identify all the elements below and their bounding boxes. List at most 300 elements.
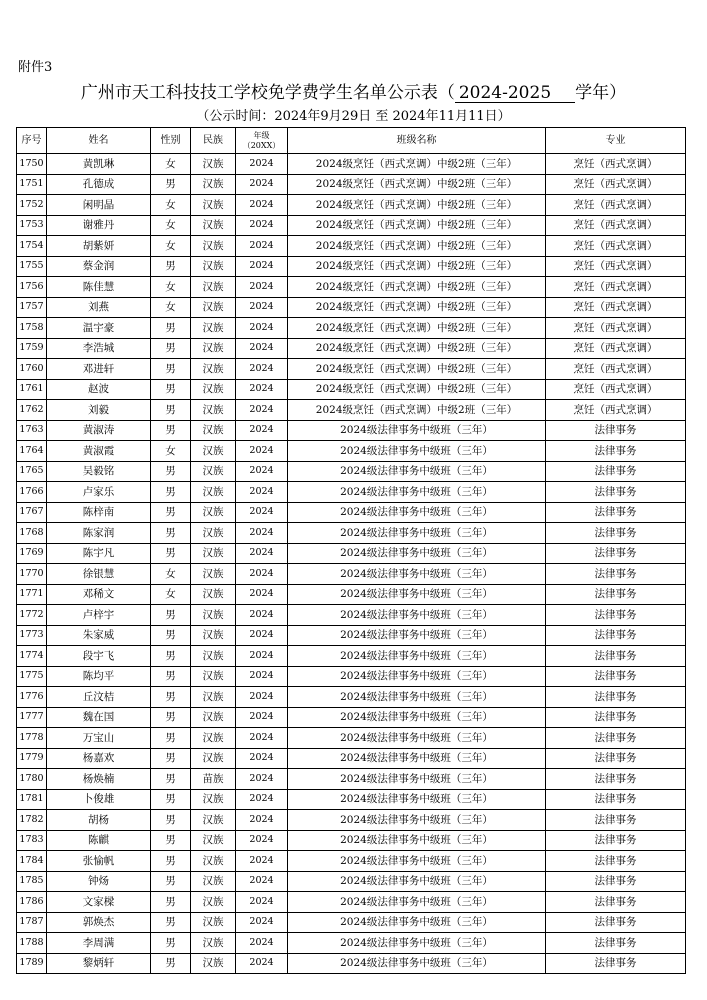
header-class-name: 班级名称 (288, 128, 546, 154)
cell-number: 1755 (17, 256, 47, 277)
cell-gender: 男 (151, 482, 191, 503)
cell-ethnicity: 汉族 (191, 400, 236, 421)
cell-number: 1753 (17, 215, 47, 236)
cell-grade: 2024 (236, 789, 288, 810)
cell-grade: 2024 (236, 830, 288, 851)
cell-ethnicity: 汉族 (191, 215, 236, 236)
cell-gender: 女 (151, 195, 191, 216)
cell-grade: 2024 (236, 338, 288, 359)
cell-class-name: 2024级法律事务中级班（三年） (288, 892, 546, 913)
cell-ethnicity: 汉族 (191, 236, 236, 257)
cell-number: 1783 (17, 830, 47, 851)
table-row (17, 769, 686, 790)
cell-gender: 女 (151, 277, 191, 298)
cell-grade: 2024 (236, 912, 288, 933)
cell-gender: 男 (151, 318, 191, 339)
cell-gender: 女 (151, 297, 191, 318)
cell-major: 烹饪（西式烹调） (546, 256, 686, 277)
cell-name: 邓稀文 (47, 584, 151, 605)
header-number: 序号 (17, 128, 47, 154)
cell-grade: 2024 (236, 933, 288, 954)
cell-number: 1784 (17, 851, 47, 872)
cell-number: 1770 (17, 564, 47, 585)
cell-gender: 男 (151, 543, 191, 564)
cell-name: 陈梓南 (47, 502, 151, 523)
cell-ethnicity: 汉族 (191, 195, 236, 216)
cell-class-name: 2024级法律事务中级班（三年） (288, 871, 546, 892)
publicity-period: （公示时间：2024年9月29日 至 2024年11月11日） (196, 109, 511, 124)
cell-grade: 2024 (236, 687, 288, 708)
cell-ethnicity: 汉族 (191, 666, 236, 687)
cell-name: 刘毅 (47, 400, 151, 421)
cell-name: 黄凯琳 (47, 154, 151, 175)
cell-number: 1751 (17, 174, 47, 195)
cell-major: 烹饪（西式烹调） (546, 338, 686, 359)
cell-grade: 2024 (236, 420, 288, 441)
cell-class-name: 2024级法律事务中级班（三年） (288, 482, 546, 503)
cell-name: 丘汶桔 (47, 687, 151, 708)
cell-class-name: 2024级法律事务中级班（三年） (288, 584, 546, 605)
cell-major: 法律事务 (546, 584, 686, 605)
table-row (17, 277, 686, 298)
cell-major: 法律事务 (546, 707, 686, 728)
cell-number: 1785 (17, 871, 47, 892)
cell-major: 法律事务 (546, 687, 686, 708)
cell-grade: 2024 (236, 543, 288, 564)
table-row (17, 256, 686, 277)
table-row (17, 871, 686, 892)
cell-grade: 2024 (236, 441, 288, 462)
cell-gender: 男 (151, 728, 191, 749)
cell-gender: 男 (151, 359, 191, 380)
cell-major: 法律事务 (546, 748, 686, 769)
cell-gender: 女 (151, 215, 191, 236)
table-row (17, 892, 686, 913)
cell-ethnicity: 汉族 (191, 871, 236, 892)
cell-major: 烹饪（西式烹调） (546, 359, 686, 380)
cell-class-name: 2024级烹饪（西式烹调）中级2班（三年） (288, 277, 546, 298)
cell-class-name: 2024级法律事务中级班（三年） (288, 687, 546, 708)
cell-gender: 男 (151, 523, 191, 544)
cell-class-name: 2024级烹饪（西式烹调）中级2班（三年） (288, 174, 546, 195)
cell-gender: 男 (151, 420, 191, 441)
cell-ethnicity: 汉族 (191, 277, 236, 298)
table-row (17, 830, 686, 851)
cell-name: 杨嘉欢 (47, 748, 151, 769)
cell-name: 李浩城 (47, 338, 151, 359)
table-row (17, 523, 686, 544)
table-row (17, 420, 686, 441)
table-row (17, 666, 686, 687)
cell-class-name: 2024级烹饪（西式烹调）中级2班（三年） (288, 359, 546, 380)
table-row (17, 810, 686, 831)
cell-class-name: 2024级烹饪（西式烹调）中级2班（三年） (288, 318, 546, 339)
cell-major: 法律事务 (546, 543, 686, 564)
cell-name: 卢梓宇 (47, 605, 151, 626)
cell-class-name: 2024级烹饪（西式烹调）中级2班（三年） (288, 400, 546, 421)
cell-gender: 男 (151, 338, 191, 359)
table-row (17, 441, 686, 462)
cell-major: 法律事务 (546, 461, 686, 482)
cell-ethnicity: 汉族 (191, 830, 236, 851)
cell-major: 烹饪（西式烹调） (546, 174, 686, 195)
table-row (17, 174, 686, 195)
table-row (17, 789, 686, 810)
cell-class-name: 2024级法律事务中级班（三年） (288, 625, 546, 646)
cell-grade: 2024 (236, 605, 288, 626)
header-row (17, 128, 686, 154)
cell-name: 李周满 (47, 933, 151, 954)
cell-gender: 男 (151, 174, 191, 195)
cell-class-name: 2024级烹饪（西式烹调）中级2班（三年） (288, 379, 546, 400)
cell-grade: 2024 (236, 851, 288, 872)
cell-name: 陈均平 (47, 666, 151, 687)
cell-major: 法律事务 (546, 666, 686, 687)
cell-number: 1769 (17, 543, 47, 564)
cell-number: 1764 (17, 441, 47, 462)
cell-gender: 男 (151, 400, 191, 421)
cell-name: 魏在国 (47, 707, 151, 728)
cell-class-name: 2024级法律事务中级班（三年） (288, 707, 546, 728)
cell-gender: 男 (151, 625, 191, 646)
title-suffix: 学年） (575, 83, 627, 103)
cell-ethnicity: 汉族 (191, 543, 236, 564)
cell-ethnicity: 汉族 (191, 789, 236, 810)
cell-class-name: 2024级法律事务中级班（三年） (288, 543, 546, 564)
table-row (17, 728, 686, 749)
cell-class-name: 2024级法律事务中级班（三年） (288, 666, 546, 687)
cell-grade: 2024 (236, 707, 288, 728)
cell-gender: 男 (151, 830, 191, 851)
cell-grade: 2024 (236, 584, 288, 605)
cell-gender: 男 (151, 892, 191, 913)
cell-name: 刘燕 (47, 297, 151, 318)
cell-name: 闲明晶 (47, 195, 151, 216)
cell-major: 法律事务 (546, 564, 686, 585)
cell-ethnicity: 汉族 (191, 379, 236, 400)
cell-number: 1774 (17, 646, 47, 667)
cell-grade: 2024 (236, 174, 288, 195)
cell-name: 蔡金润 (47, 256, 151, 277)
cell-gender: 男 (151, 810, 191, 831)
cell-grade: 2024 (236, 400, 288, 421)
cell-class-name: 2024级烹饪（西式烹调）中级2班（三年） (288, 236, 546, 257)
cell-grade: 2024 (236, 502, 288, 523)
cell-grade: 2024 (236, 256, 288, 277)
cell-class-name: 2024级烹饪（西式烹调）中级2班（三年） (288, 297, 546, 318)
cell-major: 烹饪（西式烹调） (546, 236, 686, 257)
cell-grade: 2024 (236, 625, 288, 646)
cell-name: 陈佳慧 (47, 277, 151, 298)
cell-name: 徐银慧 (47, 564, 151, 585)
cell-gender: 男 (151, 379, 191, 400)
cell-class-name: 2024级法律事务中级班（三年） (288, 605, 546, 626)
cell-number: 1754 (17, 236, 47, 257)
cell-ethnicity: 汉族 (191, 502, 236, 523)
cell-class-name: 2024级烹饪（西式烹调）中级2班（三年） (288, 195, 546, 216)
cell-major: 法律事务 (546, 789, 686, 810)
cell-ethnicity: 汉族 (191, 441, 236, 462)
cell-major: 法律事务 (546, 892, 686, 913)
cell-major: 法律事务 (546, 933, 686, 954)
cell-ethnicity: 汉族 (191, 851, 236, 872)
cell-number: 1765 (17, 461, 47, 482)
cell-number: 1762 (17, 400, 47, 421)
attachment-label: 附件3 (18, 60, 53, 75)
cell-major: 法律事务 (546, 810, 686, 831)
table-row (17, 461, 686, 482)
cell-grade: 2024 (236, 810, 288, 831)
cell-major: 法律事务 (546, 871, 686, 892)
cell-name: 杨焕楠 (47, 769, 151, 790)
cell-grade: 2024 (236, 523, 288, 544)
cell-major: 法律事务 (546, 912, 686, 933)
cell-major: 烹饪（西式烹调） (546, 277, 686, 298)
cell-number: 1752 (17, 195, 47, 216)
table-row (17, 707, 686, 728)
cell-number: 1772 (17, 605, 47, 626)
table-row (17, 195, 686, 216)
cell-major: 法律事务 (546, 953, 686, 974)
cell-major: 法律事务 (546, 420, 686, 441)
header-grade (236, 128, 288, 154)
cell-name: 文家樑 (47, 892, 151, 913)
table-row (17, 318, 686, 339)
table-row (17, 482, 686, 503)
cell-number: 1776 (17, 687, 47, 708)
table-row (17, 543, 686, 564)
cell-name: 陈宇凡 (47, 543, 151, 564)
cell-major: 烹饪（西式烹调） (546, 318, 686, 339)
header-name: 姓名 (47, 128, 151, 154)
table-row (17, 564, 686, 585)
cell-number: 1775 (17, 666, 47, 687)
cell-number: 1757 (17, 297, 47, 318)
cell-name: 黄淑霞 (47, 441, 151, 462)
cell-ethnicity: 汉族 (191, 584, 236, 605)
header-major: 专业 (546, 128, 686, 154)
cell-number: 1786 (17, 892, 47, 913)
cell-major: 法律事务 (546, 482, 686, 503)
cell-number: 1750 (17, 154, 47, 175)
cell-ethnicity: 汉族 (191, 646, 236, 667)
table-row (17, 584, 686, 605)
cell-major: 烹饪（西式烹调） (546, 195, 686, 216)
cell-class-name: 2024级法律事务中级班（三年） (288, 420, 546, 441)
cell-grade: 2024 (236, 215, 288, 236)
cell-number: 1761 (17, 379, 47, 400)
cell-class-name: 2024级法律事务中级班（三年） (288, 523, 546, 544)
table-row (17, 297, 686, 318)
cell-grade: 2024 (236, 564, 288, 585)
cell-name: 陈家润 (47, 523, 151, 544)
cell-number: 1782 (17, 810, 47, 831)
cell-class-name: 2024级法律事务中级班（三年） (288, 441, 546, 462)
cell-number: 1766 (17, 482, 47, 503)
table-row (17, 605, 686, 626)
cell-gender: 男 (151, 687, 191, 708)
cell-ethnicity: 汉族 (191, 810, 236, 831)
cell-major: 烹饪（西式烹调） (546, 400, 686, 421)
cell-name: 胡杨 (47, 810, 151, 831)
cell-ethnicity: 汉族 (191, 687, 236, 708)
cell-grade: 2024 (236, 277, 288, 298)
cell-grade: 2024 (236, 379, 288, 400)
cell-grade: 2024 (236, 461, 288, 482)
cell-name: 胡紫妍 (47, 236, 151, 257)
table-row (17, 748, 686, 769)
cell-gender: 男 (151, 912, 191, 933)
cell-gender: 男 (151, 953, 191, 974)
cell-class-name: 2024级法律事务中级班（三年） (288, 810, 546, 831)
table-row (17, 154, 686, 175)
header-grade-line1: 年级 (253, 130, 270, 140)
table-row (17, 338, 686, 359)
cell-number: 1787 (17, 912, 47, 933)
cell-class-name: 2024级法律事务中级班（三年） (288, 830, 546, 851)
cell-class-name: 2024级法律事务中级班（三年） (288, 769, 546, 790)
cell-gender: 男 (151, 871, 191, 892)
cell-gender: 女 (151, 584, 191, 605)
cell-major: 法律事务 (546, 646, 686, 667)
cell-major: 法律事务 (546, 769, 686, 790)
cell-number: 1773 (17, 625, 47, 646)
cell-gender: 女 (151, 236, 191, 257)
cell-number: 1771 (17, 584, 47, 605)
table-header (17, 128, 686, 154)
cell-class-name: 2024级法律事务中级班（三年） (288, 748, 546, 769)
header-grade-line2: （20XX） (242, 140, 281, 150)
cell-grade: 2024 (236, 871, 288, 892)
cell-number: 1760 (17, 359, 47, 380)
cell-major: 法律事务 (546, 851, 686, 872)
cell-class-name: 2024级法律事务中级班（三年） (288, 789, 546, 810)
cell-ethnicity: 汉族 (191, 728, 236, 749)
cell-class-name: 2024级法律事务中级班（三年） (288, 728, 546, 749)
cell-grade: 2024 (236, 769, 288, 790)
cell-gender: 男 (151, 646, 191, 667)
cell-class-name: 2024级烹饪（西式烹调）中级2班（三年） (288, 256, 546, 277)
table-row (17, 912, 686, 933)
cell-ethnicity: 汉族 (191, 461, 236, 482)
cell-gender: 男 (151, 605, 191, 626)
cell-ethnicity: 汉族 (191, 748, 236, 769)
cell-grade: 2024 (236, 646, 288, 667)
cell-major: 烹饪（西式烹调） (546, 215, 686, 236)
cell-name: 黄淑涛 (47, 420, 151, 441)
title-main: 广州市天工科技技工学校免学费学生名单公示表 (80, 83, 438, 103)
cell-gender: 男 (151, 256, 191, 277)
cell-name: 谢雅丹 (47, 215, 151, 236)
cell-major: 烹饪（西式烹调） (546, 379, 686, 400)
cell-class-name: 2024级法律事务中级班（三年） (288, 851, 546, 872)
cell-name: 陈麒 (47, 830, 151, 851)
cell-name: 孔德成 (47, 174, 151, 195)
cell-gender: 男 (151, 748, 191, 769)
table-body (17, 154, 686, 974)
cell-grade: 2024 (236, 482, 288, 503)
cell-gender: 男 (151, 789, 191, 810)
table-row (17, 379, 686, 400)
table-row (17, 625, 686, 646)
cell-major: 法律事务 (546, 625, 686, 646)
header-ethnicity: 民族 (191, 128, 236, 154)
cell-number: 1763 (17, 420, 47, 441)
cell-class-name: 2024级法律事务中级班（三年） (288, 564, 546, 585)
cell-name: 万宝山 (47, 728, 151, 749)
cell-number: 1781 (17, 789, 47, 810)
cell-grade: 2024 (236, 892, 288, 913)
cell-grade: 2024 (236, 953, 288, 974)
cell-major: 法律事务 (546, 502, 686, 523)
table-row (17, 215, 686, 236)
cell-ethnicity: 汉族 (191, 482, 236, 503)
cell-number: 1767 (17, 502, 47, 523)
cell-gender: 女 (151, 441, 191, 462)
cell-ethnicity: 汉族 (191, 564, 236, 585)
cell-number: 1768 (17, 523, 47, 544)
cell-gender: 男 (151, 707, 191, 728)
cell-number: 1780 (17, 769, 47, 790)
cell-ethnicity: 汉族 (191, 933, 236, 954)
cell-name: 张愉帆 (47, 851, 151, 872)
cell-number: 1756 (17, 277, 47, 298)
cell-name: 黎炳轩 (47, 953, 151, 974)
cell-ethnicity: 汉族 (191, 318, 236, 339)
cell-gender: 男 (151, 502, 191, 523)
cell-name: 卢家乐 (47, 482, 151, 503)
cell-major: 法律事务 (546, 441, 686, 462)
cell-gender: 男 (151, 933, 191, 954)
cell-gender: 男 (151, 851, 191, 872)
cell-name: 邓进轩 (47, 359, 151, 380)
cell-class-name: 2024级法律事务中级班（三年） (288, 912, 546, 933)
table-row (17, 851, 686, 872)
header-gender: 性别 (151, 128, 191, 154)
cell-number: 1759 (17, 338, 47, 359)
cell-major: 法律事务 (546, 830, 686, 851)
cell-gender: 男 (151, 666, 191, 687)
table-row (17, 400, 686, 421)
cell-major: 法律事务 (546, 728, 686, 749)
cell-ethnicity: 汉族 (191, 297, 236, 318)
cell-grade: 2024 (236, 666, 288, 687)
cell-ethnicity: 汉族 (191, 605, 236, 626)
table-row (17, 953, 686, 974)
cell-name: 温宇豪 (47, 318, 151, 339)
cell-number: 1777 (17, 707, 47, 728)
cell-gender: 男 (151, 461, 191, 482)
cell-ethnicity: 汉族 (191, 953, 236, 974)
cell-grade: 2024 (236, 195, 288, 216)
cell-number: 1758 (17, 318, 47, 339)
cell-class-name: 2024级法律事务中级班（三年） (288, 502, 546, 523)
cell-grade: 2024 (236, 359, 288, 380)
table-row (17, 687, 686, 708)
cell-name: 卜俊雄 (47, 789, 151, 810)
cell-class-name: 2024级法律事务中级班（三年） (288, 953, 546, 974)
page-title (0, 83, 707, 103)
cell-class-name: 2024级法律事务中级班（三年） (288, 461, 546, 482)
cell-number: 1788 (17, 933, 47, 954)
cell-class-name: 2024级烹饪（西式烹调）中级2班（三年） (288, 215, 546, 236)
cell-ethnicity: 汉族 (191, 523, 236, 544)
cell-grade: 2024 (236, 297, 288, 318)
cell-ethnicity: 汉族 (191, 154, 236, 175)
cell-class-name: 2024级烹饪（西式烹调）中级2班（三年） (288, 338, 546, 359)
cell-grade: 2024 (236, 154, 288, 175)
cell-number: 1778 (17, 728, 47, 749)
